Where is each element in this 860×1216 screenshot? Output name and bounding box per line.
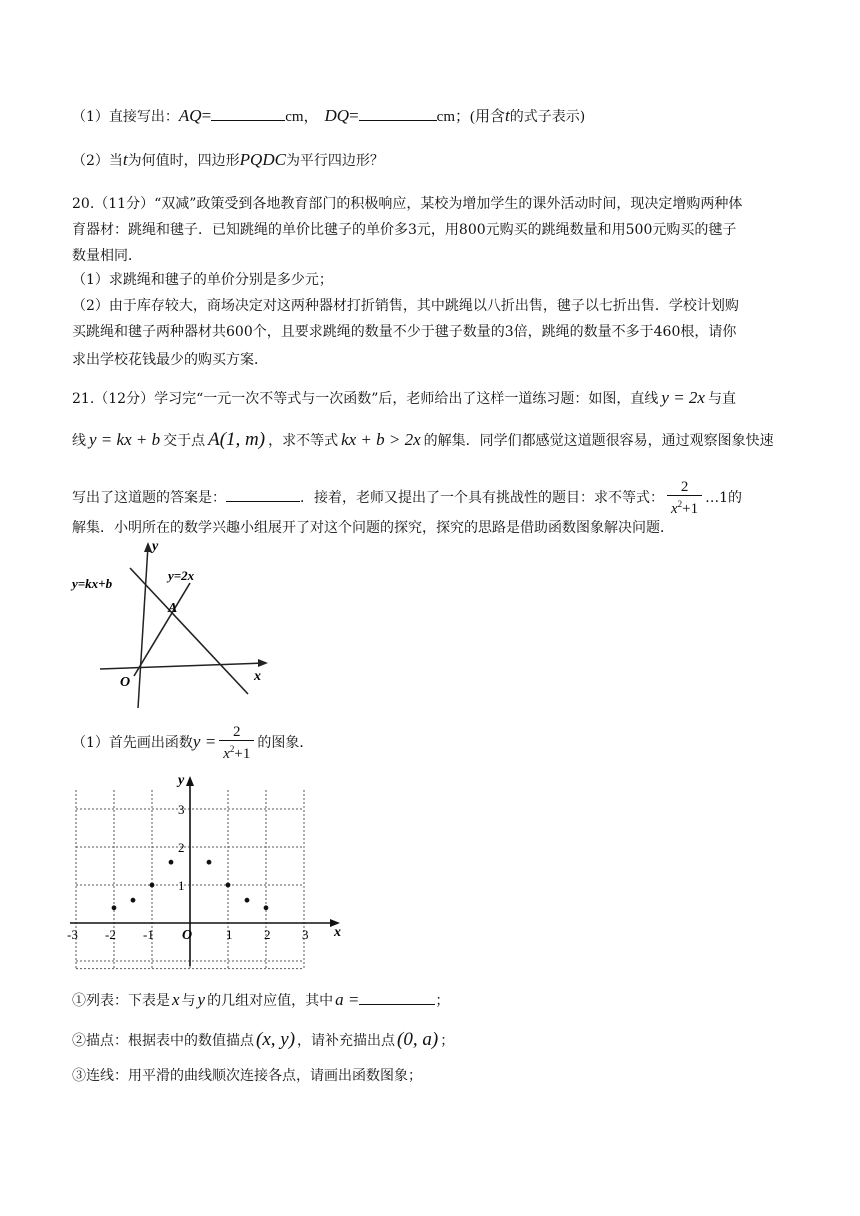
math-y-2x: y = 2x	[661, 388, 705, 407]
step1-suffix: ；	[435, 993, 450, 1009]
plotted-point	[245, 898, 250, 903]
unit-cm-2: cm；(用含	[436, 109, 505, 125]
label-x: x	[254, 669, 261, 684]
math-y: y	[197, 990, 206, 1009]
line-kx-b	[130, 568, 248, 694]
fraction-denominator: $x^2+1$	[667, 495, 702, 517]
label-origin: O	[120, 675, 131, 690]
math-pqdc: PQDC	[239, 150, 286, 169]
q21-line2-suffix: 的解集．同学们都感觉这道题很容易，通过观察图象快速	[423, 433, 774, 449]
q19-part1	[72, 106, 585, 127]
math-point-a: A(1, m)	[208, 429, 266, 450]
fraction-function	[219, 724, 254, 762]
step1-prefix: ①列表：下表是	[72, 993, 170, 1009]
q20-line2: 育器材：跳绳和毽子．已知跳绳的单价比毽子的单价多3元，用800元购买的跳绳数量和用500元购买的毽子	[72, 222, 737, 238]
grid-x-tick-label: 1	[226, 927, 233, 942]
q19-part2-prefix: （2）当	[72, 153, 123, 169]
q21-line1	[72, 388, 736, 409]
grid-y-tick-label: 3	[178, 802, 185, 817]
q21-step3: ③连线：用平滑的曲线顺次连接各点，请画出函数图象；	[72, 1068, 422, 1084]
math-t-2: t	[122, 150, 128, 169]
plotted-point	[264, 905, 269, 910]
den-x: x	[671, 501, 678, 517]
plotted-point	[226, 883, 231, 888]
q21-part1	[72, 722, 313, 763]
q20-part1: （1）求跳绳和毽子的单价分别是多少元；	[72, 272, 333, 288]
y-axis-arrow	[144, 542, 152, 552]
q21-line2-prefix: 线	[72, 433, 86, 449]
label-line-kx-b: y=kx+b	[72, 576, 113, 591]
grid-x-tick-label: 2	[264, 927, 271, 942]
plotted-point	[112, 905, 117, 910]
plotted-point	[150, 883, 155, 888]
step2-prefix: ②描点：根据表中的数值描点	[72, 1033, 254, 1049]
grid-x-tick-label: 3	[302, 927, 309, 942]
plotted-point	[207, 860, 212, 865]
figure-lines-intersection	[68, 538, 278, 710]
q21-line2-mid2: ，求不等式	[268, 433, 339, 449]
grid-x-tick-label: -1	[143, 927, 154, 942]
fraction-numerator-2: 2	[233, 724, 241, 740]
q20-part2-line3: 求出学校花钱最少的购买方案．	[72, 352, 268, 368]
step2-suffix: ；	[440, 1033, 455, 1049]
q21-line1-prefix: 21.（12分）学习完“一元一次不等式与一次函数”后，老师给出了这样一道练习题：如图，直线	[72, 391, 659, 407]
grid-y-tick-label: 1	[178, 878, 185, 893]
q19-part2-mid: 为何值时，四边形	[127, 153, 240, 169]
math-xy: (x, y)	[256, 1029, 296, 1050]
grid-label-origin: O	[182, 928, 193, 943]
step1-and: 与	[181, 993, 196, 1009]
q21-line2-mid: 交于点	[163, 433, 206, 449]
q21-part1-prefix: （1）首先画出函数	[72, 735, 193, 751]
q21-step2	[72, 1030, 454, 1051]
q19-part2	[72, 150, 384, 171]
fraction-2-over-x2-plus-1	[667, 479, 702, 517]
q21-part1-suffix: 的图象．	[257, 735, 314, 751]
math-dq: DQ	[324, 106, 350, 125]
grid-label-x: x	[334, 925, 341, 940]
q21-line3-prefix: 写出了这道题的答案是：	[72, 490, 226, 506]
q21-line4: 解集．小明所在的数学兴趣小组展开了对这个问题的探究，探究的思路是借助函数图象解决问题．	[72, 520, 674, 536]
step2-mid: ，请补充描出点	[297, 1033, 396, 1049]
math-inequality: kx + b > 2x	[341, 430, 421, 449]
q19-part1-suffix: 的式子表示)	[509, 109, 586, 125]
math-y-eq: y =	[192, 732, 217, 751]
figure-grid-points	[66, 770, 356, 970]
math-t: t	[505, 106, 510, 125]
q19-part2-suffix: 为平行四边形？	[285, 153, 384, 169]
fraction-numerator: 2	[680, 479, 689, 495]
step1-mid: 的几组对应值，其中	[207, 993, 334, 1009]
label-line-2x: y=2x	[168, 568, 195, 583]
q21-line3-tail: …1的	[705, 490, 743, 506]
answer-blank-aq[interactable]	[211, 106, 285, 121]
q21-line3-mid: ．接着，老师又提出了一个具有挑战性的题目：求不等式：	[300, 490, 664, 506]
q21-step1	[72, 990, 449, 1011]
plotted-point	[131, 898, 136, 903]
q20-line1: 20.（11分）“双减”政策受到各地教育部门的积极响应，某校为增加学生的课外活动时间，现决定增购两种体	[72, 196, 743, 212]
q21-line2	[72, 430, 774, 451]
q20-line3: 数量相同．	[72, 248, 142, 264]
unit-cm-1: cm，	[285, 109, 319, 125]
math-eq-2: =	[349, 106, 359, 125]
grid-y-axis-arrow	[186, 776, 194, 786]
label-y: y	[152, 539, 159, 554]
grid-y-tick-label: 2	[178, 840, 185, 855]
den-x-2: x	[223, 746, 230, 762]
plotted-point	[169, 860, 174, 865]
answer-blank-inequality[interactable]	[226, 487, 300, 502]
answer-blank-dq[interactable]	[359, 106, 437, 121]
grid-x-tick-label: -3	[67, 927, 78, 942]
math-eq: =	[201, 106, 212, 125]
math-x: x	[172, 990, 180, 1009]
q20-part2-line2: 买跳绳和毽子两种器材共600个，且要求跳绳的数量不少于毽子数量的3倍，跳绳的数量不多于460根，请你	[72, 324, 737, 340]
grid-label-y: y	[178, 773, 185, 788]
math-0a: (0, a)	[397, 1029, 439, 1050]
q21-line1-suffix: 与直	[707, 391, 736, 407]
x-axis-arrow	[258, 659, 268, 667]
q19-part1-prefix: （1）直接写出：	[72, 109, 179, 125]
den-rest: +1	[682, 501, 699, 517]
label-point-a: A	[168, 601, 178, 616]
math-a-eq: a =	[335, 990, 360, 1009]
math-aq: AQ	[178, 106, 202, 125]
answer-blank-a[interactable]	[359, 990, 435, 1005]
q21-line3	[72, 478, 742, 518]
den-rest-2: +1	[234, 746, 251, 762]
math-y-kx-b: y = kx + b	[89, 430, 161, 449]
x-axis	[100, 663, 264, 669]
q20-part2-line1: （2）由于库存较大，商场决定对这两种器材打折销售，其中跳绳以八折出售，毽子以七折出售．学校计划购	[72, 298, 739, 314]
fraction-denominator-2: $x^2+1$	[219, 740, 254, 762]
y-axis	[138, 546, 148, 708]
grid-x-tick-label: -2	[105, 927, 116, 942]
grid-tick-labels	[67, 802, 309, 942]
